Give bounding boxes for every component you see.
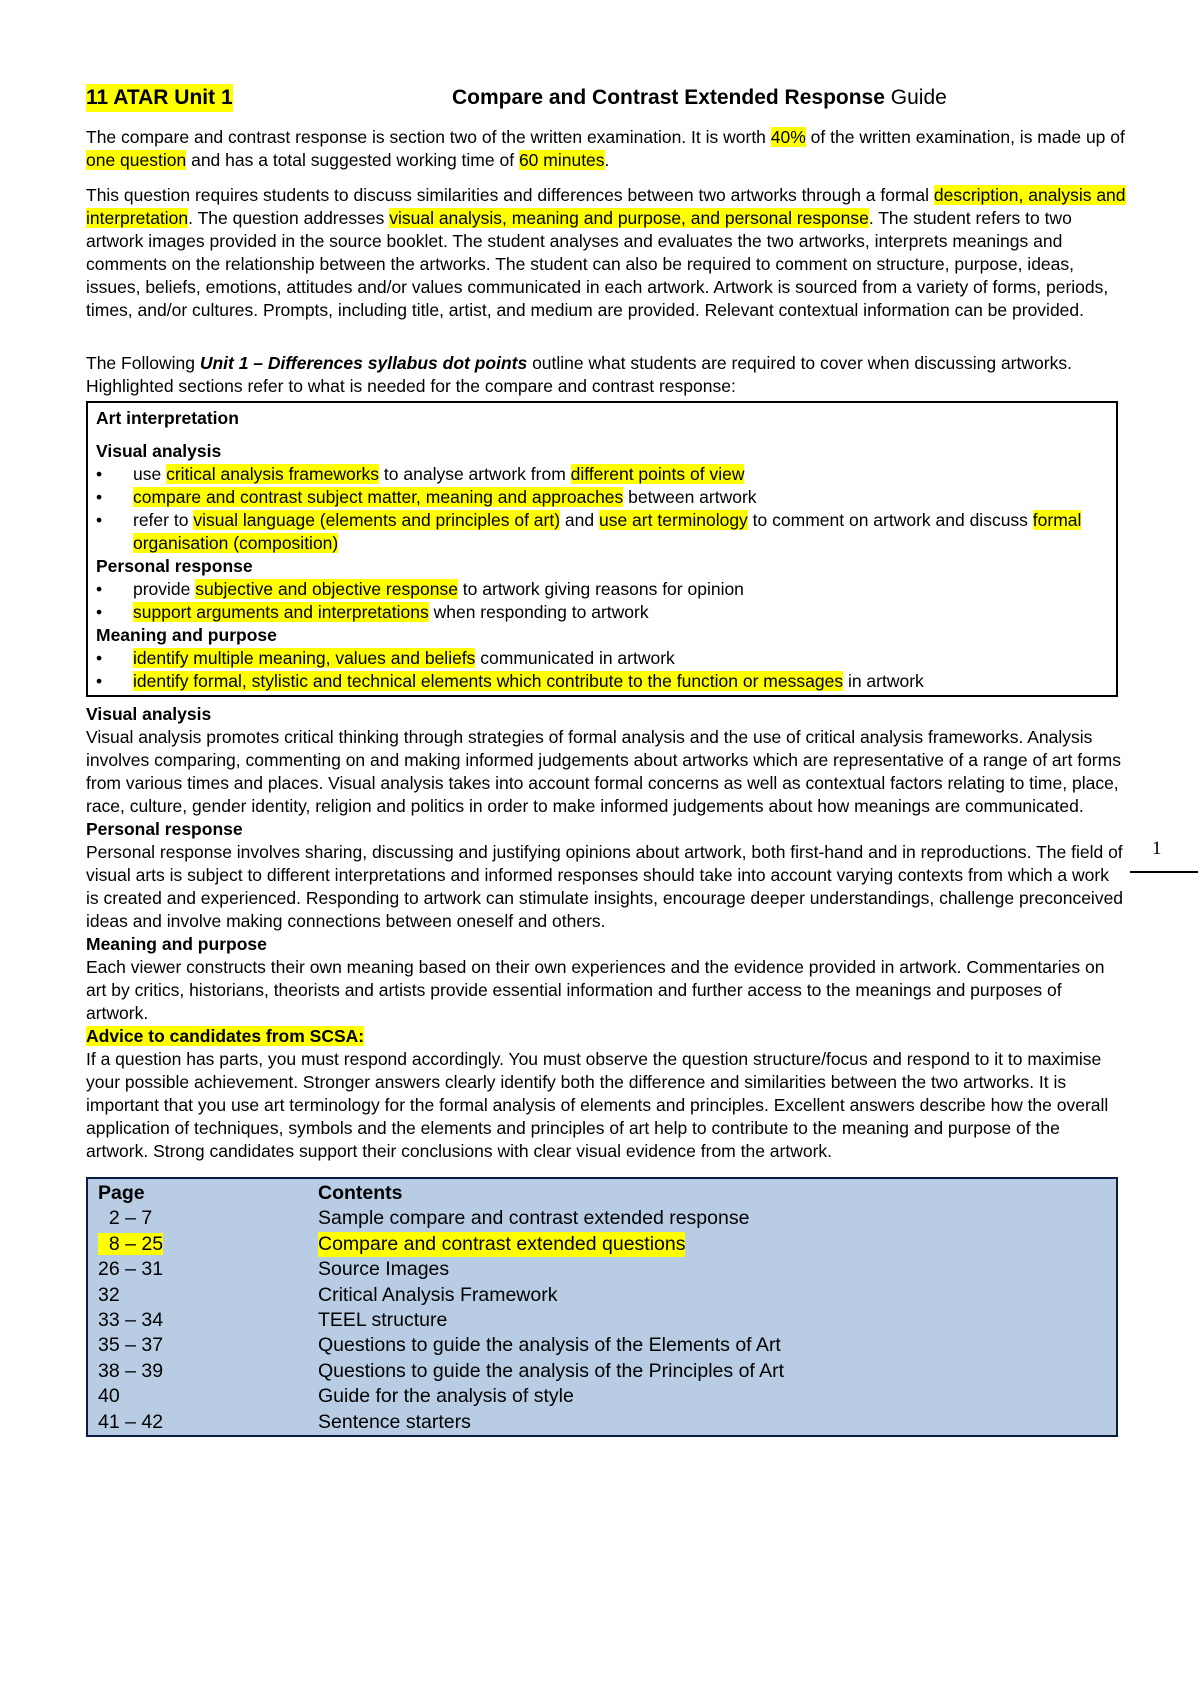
syllabus-visual-analysis-heading: Visual analysis [96, 441, 222, 461]
visual-analysis-section [86, 703, 1126, 818]
personal-response-list [96, 578, 1108, 624]
advice-text: If a question has parts, you must respond accordingly. You must observe the question structure/focus and respond to it to maximise your possible achievement. Stronger answers clearly identify both the difference and similarities between the two artworks. It is important that you use art terminology for the formal analysis of elements and principles. Excellent answers describe how the overall application of techniques, symbols and the elements and principles of art help to contribute to the meaning and purpose of the artwork. Strong candidates support their conclusions with clear visual evidence from the artwork. [86, 1049, 1109, 1161]
section-text: Personal response involves sharing, discussing and justifying opinions about artwork, both first-hand and in reproductions. The field of visual arts is subject to different interpretations and informed responses should take into account varying contexts from which a work is created and experienced. Responding to artwork can stimulate insights, encourage deeper understandings, challenge preconceived ideas and involve making connections between oneself and others. [86, 842, 1124, 931]
unit-label: 11 ATAR Unit 1 [86, 84, 233, 112]
bullet-icon: • [96, 579, 103, 599]
section-heading: Meaning and purpose [86, 934, 267, 954]
intro1-text: . [604, 150, 610, 170]
table-row-highlighted: 8 – 25 Compare and contrast extended questions [98, 1232, 1106, 1257]
table-row: 26 – 31 Source Images [98, 1258, 450, 1281]
list-item: • support arguments and interpretations when responding to artwork [96, 602, 649, 622]
bullet-icon: • [96, 510, 103, 530]
intro3-emphasis: Unit 1 – Differences syllabus dot points [199, 353, 528, 373]
table-header-row [98, 1181, 1106, 1206]
contents-column-header: Contents [318, 1182, 403, 1204]
section-heading: Visual analysis [86, 704, 212, 724]
document-title [452, 84, 947, 112]
advice-heading: Advice to candidates from SCSA: [86, 1026, 365, 1046]
table-row: 41 – 42 Sentence starters [98, 1410, 471, 1433]
list-item: • identify formal, stylistic and technical elements which contribute to the function or messages in artwork [96, 671, 924, 691]
syllabus-heading: Art interpretation [96, 408, 239, 428]
intro1-text: of the written examination, is made up of [805, 127, 1125, 147]
intro2-highlight: visual analysis, meaning and purpose, and personal response [389, 208, 869, 228]
intro1-highlight-weight: 40% [770, 127, 806, 147]
title-bold: Compare and Contrast Extended Response [452, 86, 885, 109]
intro2-text: . The question addresses [188, 208, 390, 228]
table-row: 40 Guide for the analysis of style [98, 1385, 574, 1408]
table-row: 2 – 7 Sample compare and contrast extended response [98, 1207, 750, 1230]
section-heading: Personal response [86, 819, 243, 839]
section-text: Each viewer constructs their own meaning based on their own experiences and the evidence provided in artwork. Commentaries on art by critics, historians, theorists and artists provide essential information and further access to the meanings and purposes of artwork. [86, 957, 1105, 1023]
page-column-header: Page [98, 1182, 145, 1204]
syllabus-meaning-purpose-heading: Meaning and purpose [96, 625, 277, 645]
intro1-text: The compare and contrast response is section two of the written examination. It is worth [86, 127, 771, 147]
meaning-purpose-section [86, 933, 1126, 1025]
bullet-icon: • [96, 464, 103, 484]
page-number: 1 [1152, 838, 1162, 859]
document-header [86, 84, 1126, 114]
document-page [86, 84, 1126, 1437]
contents-table [86, 1177, 1118, 1437]
syllabus-personal-response-heading: Personal response [96, 556, 253, 576]
list-item: • compare and contrast subject matter, meaning and approaches between artwork [96, 487, 757, 507]
meaning-purpose-list [96, 647, 1108, 693]
intro3-text: outline what students are required to cover when discussing artworks. Highlighted sections refer to what is needed for the compare and contrast response: [86, 353, 1072, 396]
visual-analysis-list [96, 463, 1108, 555]
intro-paragraph-3 [86, 352, 1126, 398]
intro1-text: and has a total suggested working time of [186, 150, 519, 170]
bullet-icon: • [96, 671, 103, 691]
advice-section [86, 1025, 1126, 1163]
syllabus-box [86, 401, 1118, 697]
intro3-text: The Following [86, 353, 200, 373]
bullet-icon: • [96, 602, 103, 622]
intro2-text: This question requires students to discuss similarities and differences between two artworks through a formal [86, 185, 934, 205]
table-row: 35 – 37 Questions to guide the analysis of the Elements of Art [98, 1334, 781, 1357]
table-row: 32 Critical Analysis Framework [98, 1283, 558, 1306]
intro2-text: . The student refers to two artwork images provided in the source booklet. The student analyses and evaluates the two artworks, interprets meanings and comments on the relationship between the artworks. The student can also be required to comment on structure, purpose, ideas, issues, beliefs, emotions, attitudes and/or values communicated in each artwork. Artwork is sourced from a variety of forms, periods, times, and/or cultures. Prompts, including title, artist, and medium are provided. Relevant contextual information can be provided. [86, 208, 1109, 320]
intro-paragraph-1 [86, 126, 1126, 172]
intro2-highlight: description, analysis and interpretation [86, 185, 1126, 228]
personal-response-section [86, 818, 1126, 933]
intro1-highlight-questions: one question [86, 150, 187, 170]
list-item: • refer to visual language (elements and principles of art) and use art terminology to comment on artwork and discuss formal organisation (composition) [96, 510, 1082, 553]
list-item: • use critical analysis frameworks to analyse artwork from different points of view [96, 464, 745, 484]
title-tail: Guide [890, 86, 947, 109]
page-number-rule [1130, 871, 1198, 873]
section-text: Visual analysis promotes critical thinking through strategies of formal analysis and the use of critical analysis frameworks. Analysis involves comparing, commenting on and making informed judgements about artworks which are representative of a range of art forms from various times and places. Visual analysis takes into account formal concerns as well as contextual factors relating to time, place, race, culture, gender identity, religion and politics in order to make informed judgements about how meanings are communicated. [86, 727, 1121, 816]
intro-paragraph-2 [86, 184, 1126, 322]
list-item: • provide subjective and objective response to artwork giving reasons for opinion [96, 579, 744, 599]
list-item: • identify multiple meaning, values and beliefs communicated in artwork [96, 648, 675, 668]
table-row: 38 – 39 Questions to guide the analysis of the Principles of Art [98, 1359, 785, 1382]
bullet-icon: • [96, 648, 103, 668]
table-row: 33 – 34 TEEL structure [98, 1309, 448, 1332]
intro1-highlight-time: 60 minutes [518, 150, 605, 170]
bullet-icon: • [96, 487, 103, 507]
